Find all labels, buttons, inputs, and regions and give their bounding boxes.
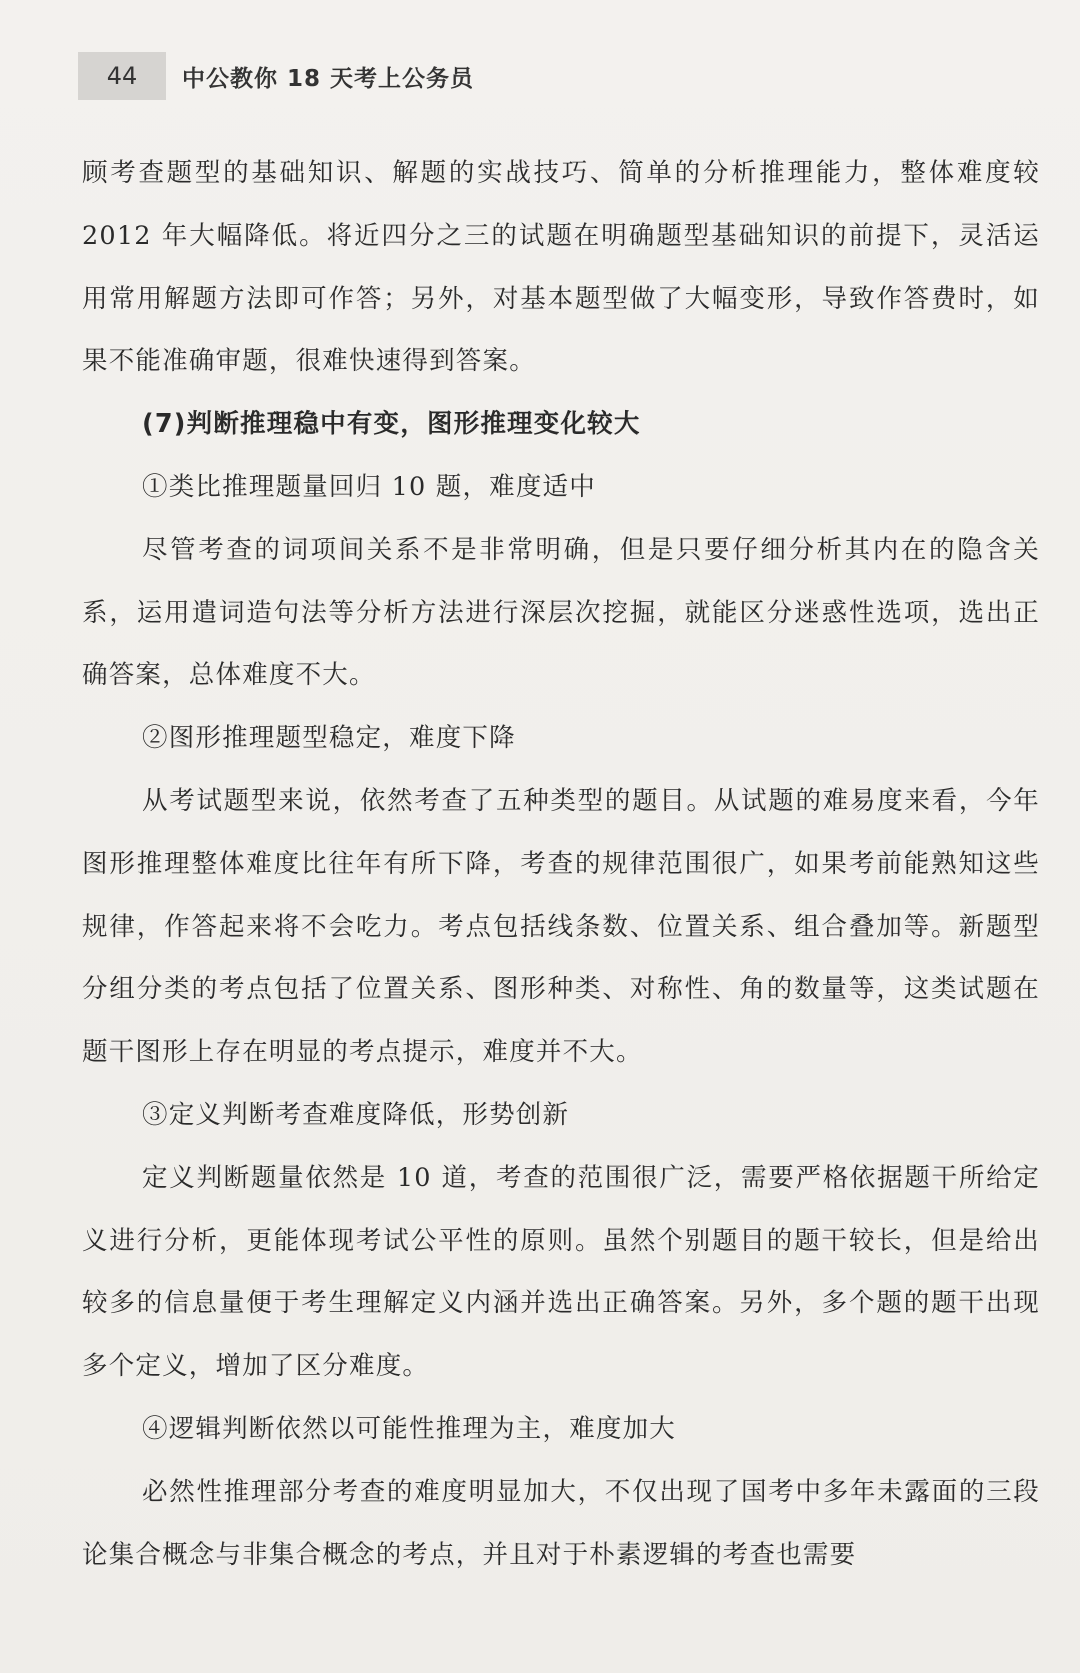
paragraph-figure: 从考试题型来说，依然考查了五种类型的题目。从试题的难易度来看，今年图形推理整体难度比往年有所下降，考查的规律范围很广，如果考前能熟知这些规律，作答起来将不会吃力。考点包括线条数、位置关系、组合叠加等。新题型分组分类的考点包括了位置关系、图形种类、对称性、角的数量等，这类试题在题干图形上存在明显的考点提示，难度并不大。 — [82, 785, 1040, 1068]
paragraph-logic: 必然性推理部分考查的难度明显加大，不仅出现了国考中多年未露面的三段论集合概念与非集合概念的考点，并且对于朴素逻辑的考查也需要 — [82, 1476, 1040, 1570]
section-heading: (7)判断推理稳中有变，图形推理变化较大 — [142, 409, 641, 440]
page-header — [78, 52, 474, 100]
subheading-definition: ③定义判断考查难度降低，形势创新 — [142, 1099, 570, 1130]
paragraph-continuation: 顾考查题型的基础知识、解题的实战技巧、简单的分析推理能力，整体难度较 2012 年大幅降低。将近四分之三的试题在明确题型基础知识的前提下，灵活运用常用解题方法即可作答；另外，对基本题型做了大幅变形，导致作答费时，如果不能准确审题，很难快速得到答案。 — [82, 158, 1040, 377]
paragraph-analogy: 尽管考查的词项间关系不是非常明确，但是只要仔细分析其内在的隐含关系，运用遣词造句法等分析方法进行深层次挖掘，就能区分迷惑性选项，选出正确答案，总体难度不大。 — [82, 534, 1040, 691]
page-number: 44 — [78, 52, 166, 100]
subheading-figure: ②图形推理题型稳定，难度下降 — [142, 723, 516, 754]
paragraph-definition: 定义判断题量依然是 10 道，考查的范围很广泛，需要严格依据题干所给定义进行分析，更能体现考试公平性的原则。虽然个别题目的题干较长，但是给出较多的信息量便于考生理解定义内涵并选出正确答案。另外，多个题的题干出现多个定义，增加了区分难度。 — [82, 1162, 1040, 1382]
subheading-analogy: ①类比推理题量回归 10 题，难度适中 — [142, 471, 596, 502]
book-title: 中公教你 18 天考上公务员 — [182, 65, 475, 92]
subheading-logic: ④逻辑判断依然以可能性推理为主，难度加大 — [142, 1413, 677, 1444]
page-body — [82, 142, 1040, 1586]
